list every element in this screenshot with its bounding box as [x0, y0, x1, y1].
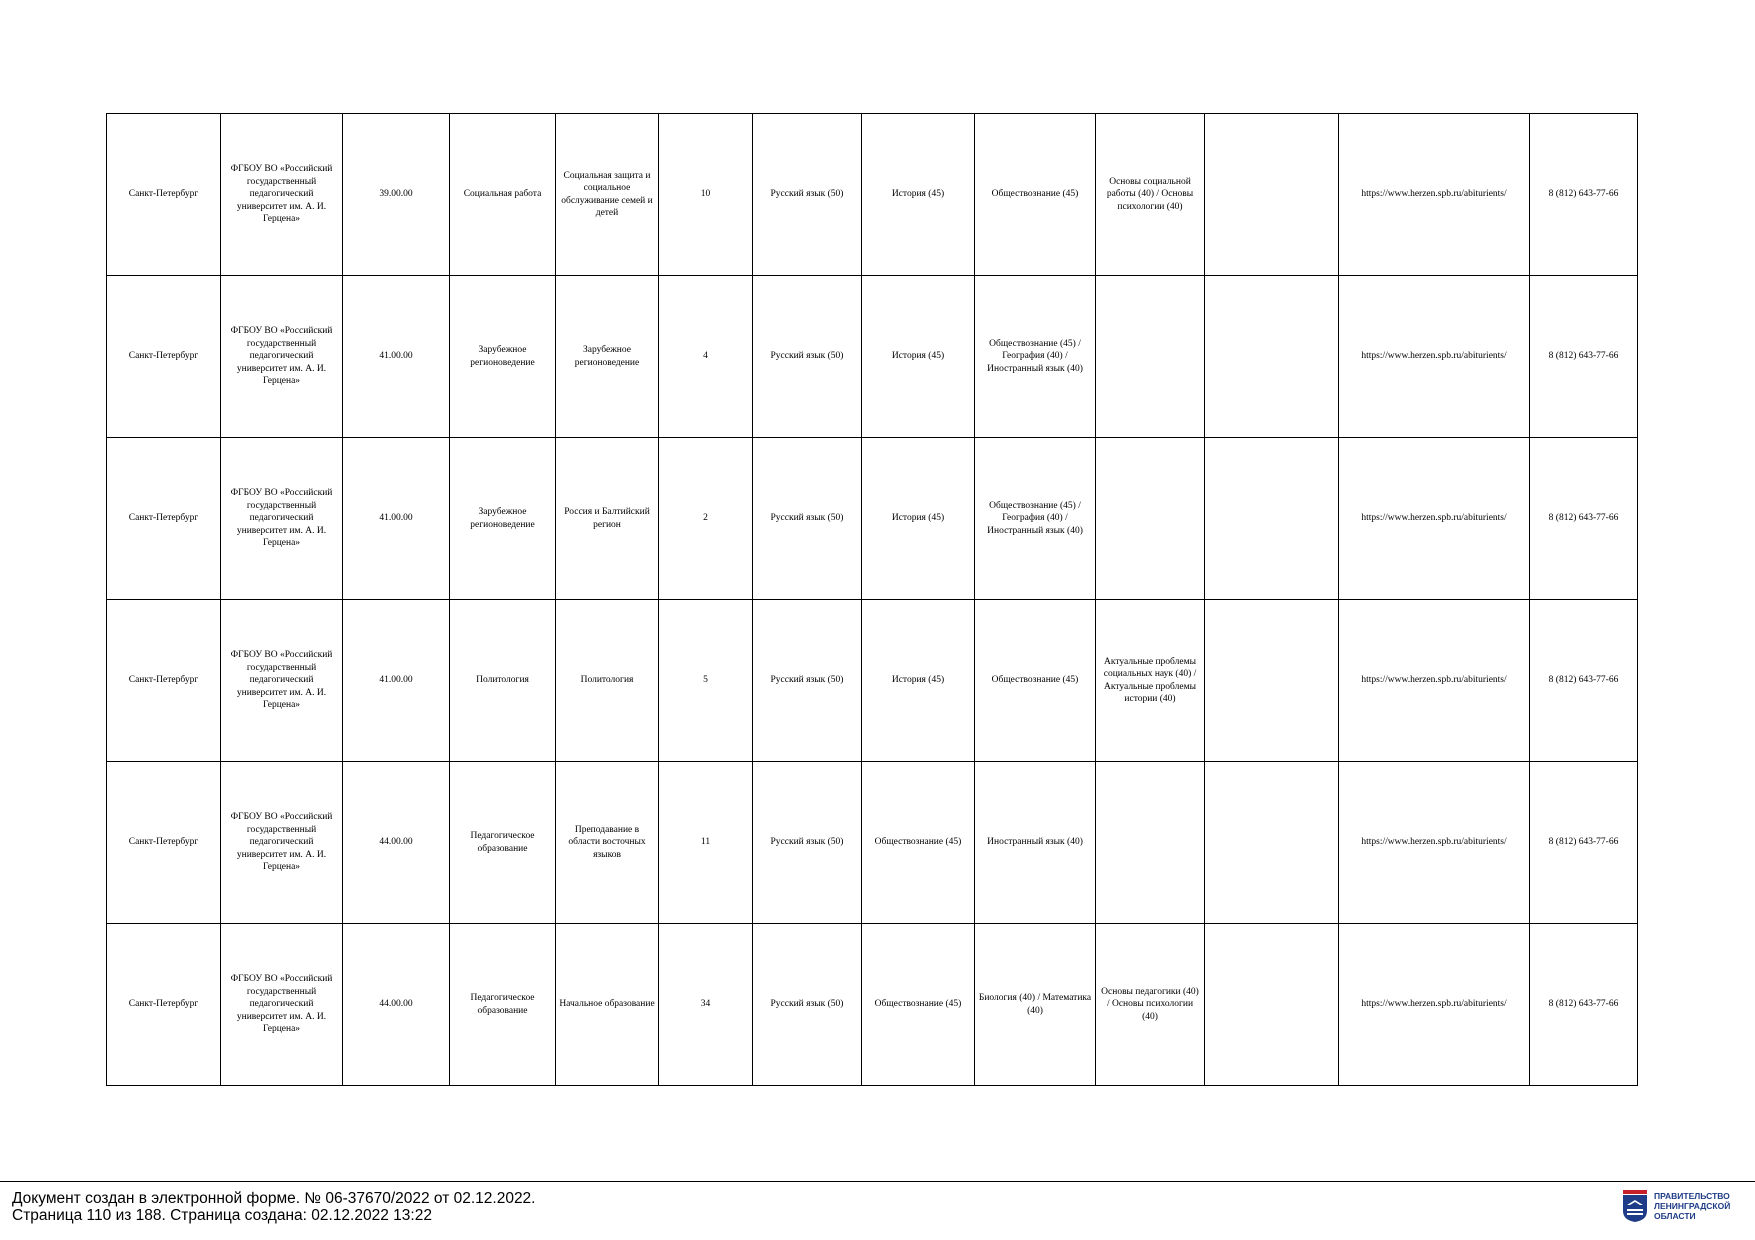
cell-url: https://www.herzen.spb.ru/abiturients/ [1339, 762, 1530, 924]
cell-exam1: Русский язык (50) [753, 600, 862, 762]
cell-extra: Основы социальной работы (40) / Основы психологии (40) [1096, 114, 1205, 276]
table-row [107, 114, 1638, 276]
cell-extra: Актуальные проблемы социальных наук (40) / Актуальные проблемы истории (40) [1096, 600, 1205, 762]
footer-line-2: Страница 110 из 188. Страница создана: 02.12.2022 13:22 [12, 1207, 432, 1224]
cell-city: Санкт-Петербург [107, 600, 221, 762]
cell-places: 34 [659, 924, 753, 1086]
logo-line: ПРАВИТЕЛЬСТВО [1654, 1191, 1730, 1201]
cell-exam2: История (45) [862, 600, 975, 762]
cell-code: 44.00.00 [343, 924, 450, 1086]
cell-org: ФГБОУ ВО «Российский государственный педагогический университет им. А. И. Герцена» [221, 600, 343, 762]
cell-places: 10 [659, 114, 753, 276]
cell-profile: Начальное образование [556, 924, 659, 1086]
cell-city: Санкт-Петербург [107, 924, 221, 1086]
cell-places: 5 [659, 600, 753, 762]
cell-field: Политология [450, 600, 556, 762]
cell-exam3: Обществознание (45) [975, 600, 1096, 762]
table-row [107, 438, 1638, 600]
cell-exam2: История (45) [862, 276, 975, 438]
table-row [107, 600, 1638, 762]
cell-phone: 8 (812) 643-77-66 [1530, 438, 1638, 600]
cell-url: https://www.herzen.spb.ru/abiturients/ [1339, 114, 1530, 276]
table-row [107, 276, 1638, 438]
cell-extra: Основы педагогики (40) / Основы психологии (40) [1096, 924, 1205, 1086]
cell-places: 11 [659, 762, 753, 924]
cell-exam2: История (45) [862, 438, 975, 600]
table-row [107, 762, 1638, 924]
cell-extra [1096, 762, 1205, 924]
cell-profile: Россия и Балтийский регион [556, 438, 659, 600]
cell-exam2: Обществознание (45) [862, 924, 975, 1086]
cell-exam3: Биология (40) / Математика (40) [975, 924, 1096, 1086]
cell-profile: Социальная защита и социальное обслуживание семей и детей [556, 114, 659, 276]
cell-phone: 8 (812) 643-77-66 [1530, 114, 1638, 276]
cell-org: ФГБОУ ВО «Российский государственный педагогический университет им. А. И. Герцена» [221, 762, 343, 924]
cell-exam2: История (45) [862, 114, 975, 276]
cell-org: ФГБОУ ВО «Российский государственный педагогический университет им. А. И. Герцена» [221, 924, 343, 1086]
cell-code: 39.00.00 [343, 114, 450, 276]
cell-exam1: Русский язык (50) [753, 438, 862, 600]
cell-phone: 8 (812) 643-77-66 [1530, 600, 1638, 762]
cell-city: Санкт-Петербург [107, 762, 221, 924]
cell-field: Зарубежное регионоведение [450, 276, 556, 438]
cell-url: https://www.herzen.spb.ru/abiturients/ [1339, 600, 1530, 762]
cell-field: Педагогическое образование [450, 762, 556, 924]
footer-text [12, 1190, 536, 1224]
cell-city: Санкт-Петербург [107, 114, 221, 276]
cell-org: ФГБОУ ВО «Российский государственный педагогический университет им. А. И. Герцена» [221, 438, 343, 600]
cell-extra [1096, 438, 1205, 600]
cell-exam3: Обществознание (45) [975, 114, 1096, 276]
cell-note [1205, 276, 1339, 438]
cell-profile: Преподавание в области восточных языков [556, 762, 659, 924]
cell-exam3: Обществознание (45) / География (40) / Иностранный язык (40) [975, 276, 1096, 438]
cell-field: Социальная работа [450, 114, 556, 276]
cell-code: 44.00.00 [343, 762, 450, 924]
cell-code: 41.00.00 [343, 438, 450, 600]
cell-extra [1096, 276, 1205, 438]
cell-places: 2 [659, 438, 753, 600]
cell-note [1205, 114, 1339, 276]
cell-url: https://www.herzen.spb.ru/abiturients/ [1339, 924, 1530, 1086]
government-logo [1622, 1188, 1747, 1224]
cell-exam1: Русский язык (50) [753, 762, 862, 924]
cell-profile: Зарубежное регионоведение [556, 276, 659, 438]
cell-code: 41.00.00 [343, 276, 450, 438]
cell-url: https://www.herzen.spb.ru/abiturients/ [1339, 276, 1530, 438]
table-row [107, 924, 1638, 1086]
cell-field: Зарубежное регионоведение [450, 438, 556, 600]
cell-note [1205, 924, 1339, 1086]
cell-org: ФГБОУ ВО «Российский государственный педагогический университет им. А. И. Герцена» [221, 114, 343, 276]
cell-city: Санкт-Петербург [107, 438, 221, 600]
cell-phone: 8 (812) 643-77-66 [1530, 276, 1638, 438]
cell-phone: 8 (812) 643-77-66 [1530, 762, 1638, 924]
logo-text [1654, 1191, 1730, 1221]
cell-exam1: Русский язык (50) [753, 276, 862, 438]
cell-exam3: Обществознание (45) / География (40) / Иностранный язык (40) [975, 438, 1096, 600]
cell-profile: Политология [556, 600, 659, 762]
cell-note [1205, 438, 1339, 600]
cell-phone: 8 (812) 643-77-66 [1530, 924, 1638, 1086]
cell-places: 4 [659, 276, 753, 438]
cell-url: https://www.herzen.spb.ru/abiturients/ [1339, 438, 1530, 600]
logo-line: ОБЛАСТИ [1654, 1211, 1696, 1221]
cell-note [1205, 600, 1339, 762]
cell-org: ФГБОУ ВО «Российский государственный педагогический университет им. А. И. Герцена» [221, 276, 343, 438]
programs-table [106, 113, 1638, 1086]
cell-exam1: Русский язык (50) [753, 114, 862, 276]
cell-exam1: Русский язык (50) [753, 924, 862, 1086]
logo-line: ЛЕНИНГРАДСКОЙ [1654, 1201, 1731, 1211]
footer-line-1: Документ создан в электронной форме. № 06-37670/2022 от 02.12.2022. [12, 1190, 536, 1207]
cell-note [1205, 762, 1339, 924]
cell-city: Санкт-Петербург [107, 276, 221, 438]
cell-field: Педагогическое образование [450, 924, 556, 1086]
coat-of-arms-icon [1622, 1189, 1648, 1223]
cell-exam2: Обществознание (45) [862, 762, 975, 924]
cell-code: 41.00.00 [343, 600, 450, 762]
cell-exam3: Иностранный язык (40) [975, 762, 1096, 924]
footer-divider [0, 1181, 1755, 1182]
